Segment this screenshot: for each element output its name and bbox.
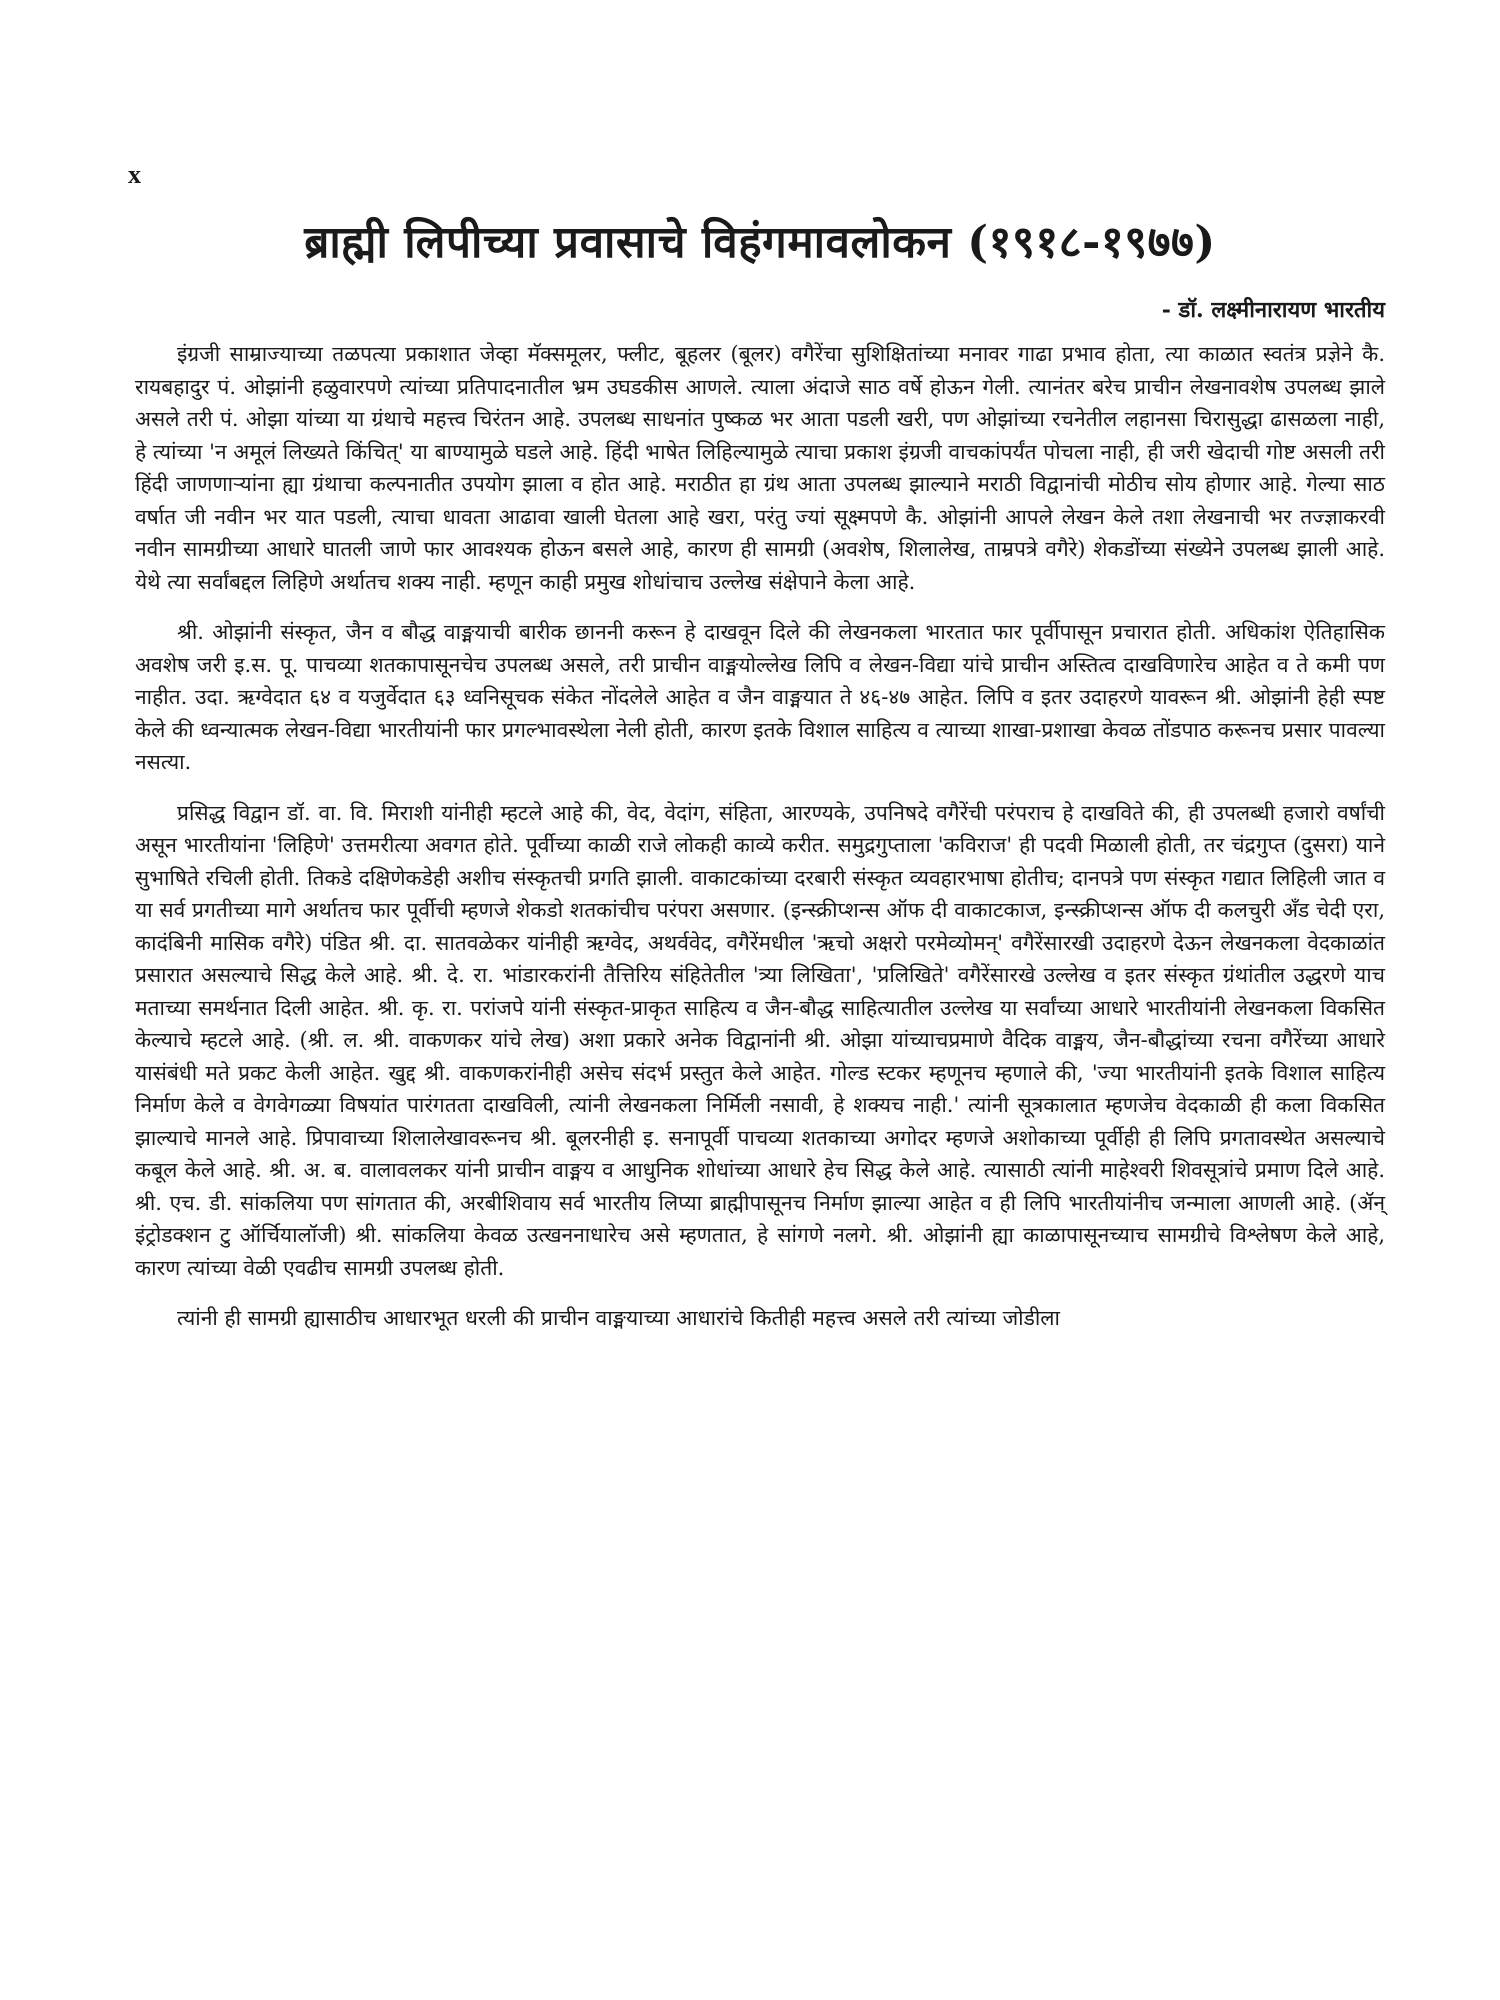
page-number: x — [128, 160, 141, 189]
paragraph-1: इंग्रजी साम्राज्याच्या तळपत्या प्रकाशात जेव्हा मॅक्समूलर, फ्लीट, बूहलर (बूलर) वगैरेंचा सुशिक्षितांच्या मनावर गाढा प्रभाव होता, त्या काळात स्वतंत्र प्रज्ञेने कै. रायबहादुर पं. ओझांनी हळुवारपणे त्यांच्या प्रतिपादनातील भ्रम उघडकीस आणले. त्याला अंदाजे साठ वर्षे होऊन गेली. त्यानंतर बरेच प्राचीन लेखनावशेष उपलब्ध झाले असले तरी पं. ओझा यांच्या या ग्रंथाचे महत्त्व चिरंतन आहे. उपलब्ध साधनांत पुष्कळ भर आता पडली खरी, पण ओझांच्या रचनेतील लहानसा चिरासुद्धा ढासळला नाही, हे त्यांच्या 'न अमूलं लिख्यते किंचित्' या बाण्यामुळे घडले आहे. हिंदी भाषेत लिहिल्यामुळे त्याचा प्रकाश इंग्रजी वाचकांपर्यंत पोचला नाही, ही जरी खेदाची गोष्ट असली तरी हिंदी जाणणाऱ्यांना ह्या ग्रंथाचा कल्पनातीत उपयोग झाला व होत आहे. मराठीत हा ग्रंथ आता उपलब्ध झाल्याने मराठी विद्वानांची मोठीच सोय होणार आहे. गेल्या साठ वर्षात जी नवीन भर यात पडली, त्याचा धावता आढावा खाली घेतला आहे खरा, परंतु ज्यां सूक्ष्मपणे कै. ओझांनी आपले लेखन केले तशा लेखनाची भर तज्ज्ञाकरवी नवीन सामग्रीच्या आधारे घातली जाणे फार आवश्यक होऊन बसले आहे, कारण ही सामग्री (अवशेष, शिलालेख, ताम्रपत्रे वगैरे) शेकडोंच्या संख्येने उपलब्ध झाली आहे. येथे त्या सर्वांबद्दल लिहिणे अर्थातच शक्य नाही. म्हणून काही प्रमुख शोधांचाच उल्लेख संक्षेपाने केला आहे. — [135, 342, 1385, 594]
paragraph-3: प्रसिद्ध विद्वान डॉ. वा. वि. मिराशी यांनीही म्हटले आहे की, वेद, वेदांग, संहिता, आरण्यके, उपनिषदे वगैरेंची परंपराच हे दाखविते की, ही उपलब्धी हजारो वर्षांची असून भारतीयांना 'लिहिणे' उत्तमरीत्या अवगत होते. पूर्वीच्या काळी राजे लोकही काव्ये करीत. समुद्रगुप्ताला 'कविराज' ही पदवी मिळाली होती, तर चंद्रगुप्त (दुसरा) याने सुभाषिते रचिली होती. तिकडे दक्षिणेकडेही अशीच संस्कृतची प्रगति झाली. वाकाटकांच्या दरबारी संस्कृत व्यवहारभाषा होतीच; दानपत्रे पण संस्कृत गद्यात लिहिली जात व या सर्व प्रगतीच्या मागे अर्थातच फार पूर्वीची म्हणजे शेकडो शतकांचीच परंपरा असणार. (इन्स्क्रीप्शन्स ऑफ दी वाकाटकाज, इन्स्क्रीप्शन्स ऑफ दी कलचुरी अँड चेदी एरा, कादंबिनी मासिक वगैरे) पंडित श्री. दा. सातवळेकर यांनीही ऋग्वेद, अथर्ववेद, वगैरेंमधील 'ऋचो अक्षरो परमेव्योमन्' वगैरेंसारखी उदाहरणे देऊन लेखनकला वेदकाळांत प्रसारात असल्याचे सिद्ध केले आहे. श्री. दे. रा. भांडारकरांनी तैत्तिरिय संहितेतील 'त्र्या लिखिता', 'प्रलिखिते' वगैरेंसारखे उल्लेख व इतर संस्कृत ग्रंथांतील उद्धरणे याच मताच्या समर्थनात दिली आहेत. श्री. कृ. रा. परांजपे यांनी संस्कृत-प्राकृत साहित्य व जैन-बौद्ध साहित्यातील उल्लेख या सर्वांच्या आधारे भारतीयांनी लेखनकला विकसित केल्याचे म्हटले आहे. (श्री. ल. श्री. वाकणकर यांचे लेख) अशा प्रकारे अनेक विद्वानांनी श्री. ओझा यांच्याचप्रमाणे वैदिक वाङ्मय, जैन-बौद्धांच्या रचना वगैरेंच्या आधारे यासंबंधी मते प्रकट केली आहेत. खुद्द श्री. वाकणकरांनीही असेच संदर्भ प्रस्तुत केले आहेत. गोल्ड स्टकर म्हणूनच म्हणाले की, 'ज्या भारतीयांनी इतके विशाल साहित्य निर्माण केले व वेगवेगळ्या विषयांत पारंगतता दाखविली, त्यांनी लेखनकला निर्मिली नसावी, हे शक्यच नाही.' त्यांनी सूत्रकालात म्हणजेच वेदकाळी ही कला विकसित झाल्याचे मानले आहे. प्रिपावाच्या शिलालेखावरूनच श्री. बूलरनीही इ. सनापूर्वी पाचव्या शतकाच्या अगोदर म्हणजे अशोकाच्या पूर्वीही ही लिपि प्रगतावस्थेत असल्याचे कबूल केले आहे. श्री. अ. ब. वालावलकर यांनी प्राचीन वाङ्मय व आधुनिक शोधांच्या आधारे हेच सिद्ध केले आहे. त्यासाठी त्यांनी माहेश्वरी शिवसूत्रांचे प्रमाण दिले आहे. श्री. एच. डी. सांकलिया पण सांगतात की, अरबीशिवाय सर्व भारतीय लिप्या ब्राह्मीपासूनच निर्माण झाल्या आहेत व ही लिपि भारतीयांनीच जन्माला आणली आहे. (ॲन् इंट्रोडक्शन टु ऑर्चियालॉजी) श्री. सांकलिया केवळ उत्खननाधारेच असे म्हणतात, हे सांगणे नलगे. श्री. ओझांनी ह्या काळापासूनच्याच सामग्रीचे विश्लेषण केले आहे, कारण त्यांच्या वेळी एवढीच सामग्री उपलब्ध होती. — [135, 800, 1385, 1280]
author-byline: - डॉ. लक्ष्मीनारायण भारतीय — [1161, 297, 1385, 323]
paragraph-4: त्यांनी ही सामग्री ह्यासाठीच आधारभूत धरली की प्राचीन वाङ्मयाच्या आधारांचे कितीही महत्त्व असले तरी त्यांच्या जोडीला — [177, 1306, 1060, 1330]
paragraph-2: श्री. ओझांनी संस्कृत, जैन व बौद्ध वाङ्मयाची बारीक छाननी करून हे दाखवून दिले की लेखनकला भारतात फार पूर्वीपासून प्रचारात होती. अधिकांश ऐतिहासिक अवशेष जरी इ.स. पू. पाचव्या शतकापासूनचेच उपलब्ध असले, तरी प्राचीन वाङ्मयोल्लेख लिपि व लेखन-विद्या यांचे प्राचीन अस्तित्व दाखविणारेच आहेत व ते कमी पण नाहीत. उदा. ऋग्वेदात ६४ व यजुर्वेदात ६३ ध्वनिसूचक संकेत नोंदलेले आहेत व जैन वाङ्मयात ते ४६-४७ आहेत. लिपि व इतर उदाहरणे यावरून श्री. ओझांनी हेही स्पष्ट केले की ध्वन्यात्मक लेखन-विद्या भारतीयांनी फार प्रगल्भावस्थेला नेली होती, कारण इतके विशाल साहित्य व त्याच्या शाखा-प्रशाखा केवळ तोंडपाठ करूनच प्रसार पावल्या नसत्या. — [135, 620, 1385, 774]
article-title: ब्राह्मी लिपीच्या प्रवासाचे विहंगमावलोकन (१९१८-१९७७) — [304, 217, 1216, 268]
